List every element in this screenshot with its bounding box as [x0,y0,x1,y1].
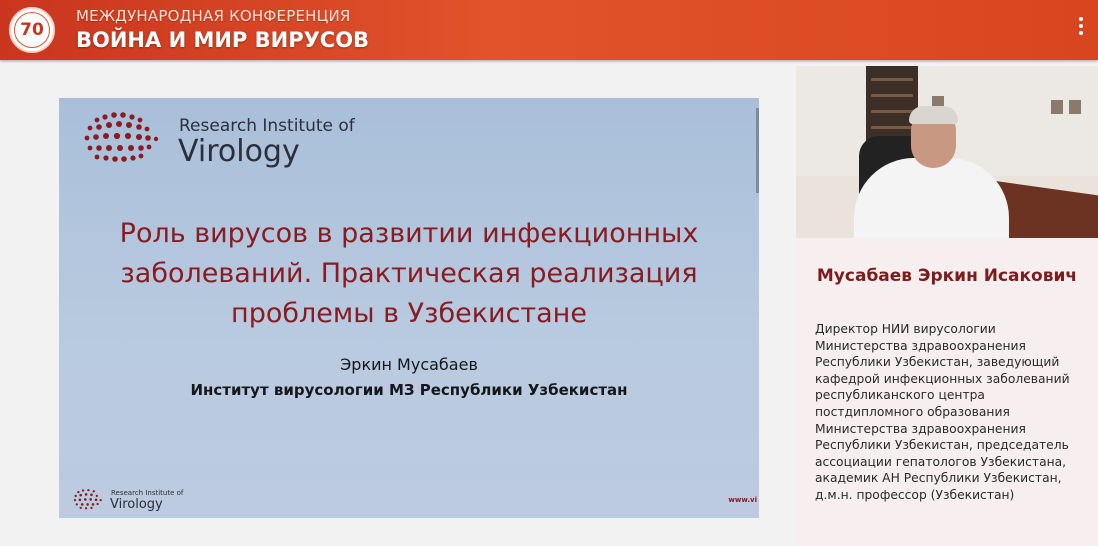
conference-logo [9,7,55,53]
speaker-body [854,158,1009,238]
slide-title: Роль вирусов в развитии инфекционных заболеваний. Практическая реализация проблемы в Узбекистане [119,218,699,329]
footer-url: www.vi [728,496,757,504]
speaker-info-panel [796,238,1098,546]
slide-author: Эркин Мусабаев [340,355,478,374]
logo-line1: Research Institute of [179,116,355,136]
banner-subtitle: МЕЖДУНАРОДНАЯ КОНФЕРЕНЦИЯ [76,7,351,25]
banner-title: ВОЙНА И МИР ВИРУСОВ [76,28,370,52]
footer-logo-line1: Research Institute of [111,489,184,497]
virology-dots-logo-icon [83,110,161,166]
slide-scrollbar[interactable] [756,108,759,193]
more-vertical-icon[interactable] [1076,15,1086,37]
conference-banner [0,0,1098,60]
speaker-name: Мусабаев Эркин Исакович [816,266,1078,286]
presentation-slide [59,98,759,518]
footer-logo [73,488,213,514]
slide-institution: Институт вирусологии МЗ Республики Узбекистан [190,381,628,399]
footer-logo-line2: Virology [110,497,163,512]
speaker-webcam [796,66,1098,238]
institute-logo [83,110,383,170]
virology-dots-small-icon [73,488,103,510]
speaker-description: Директор НИИ вирусологии Министерства здравоохранения Республики Узбекистан, заведующий кафедрой инфекционных заболеваний республиканского центра постдипломного образования Министерства здравоохранения Республики Узбекистан, председатель ассоциации гепатологов Узбекистана, академик АН Республики Узбекистан, д.м.н. профессор (Узбекистан) [815,322,1070,502]
logo-text: 70 [20,20,44,40]
logo-line2: Virology [178,134,300,169]
